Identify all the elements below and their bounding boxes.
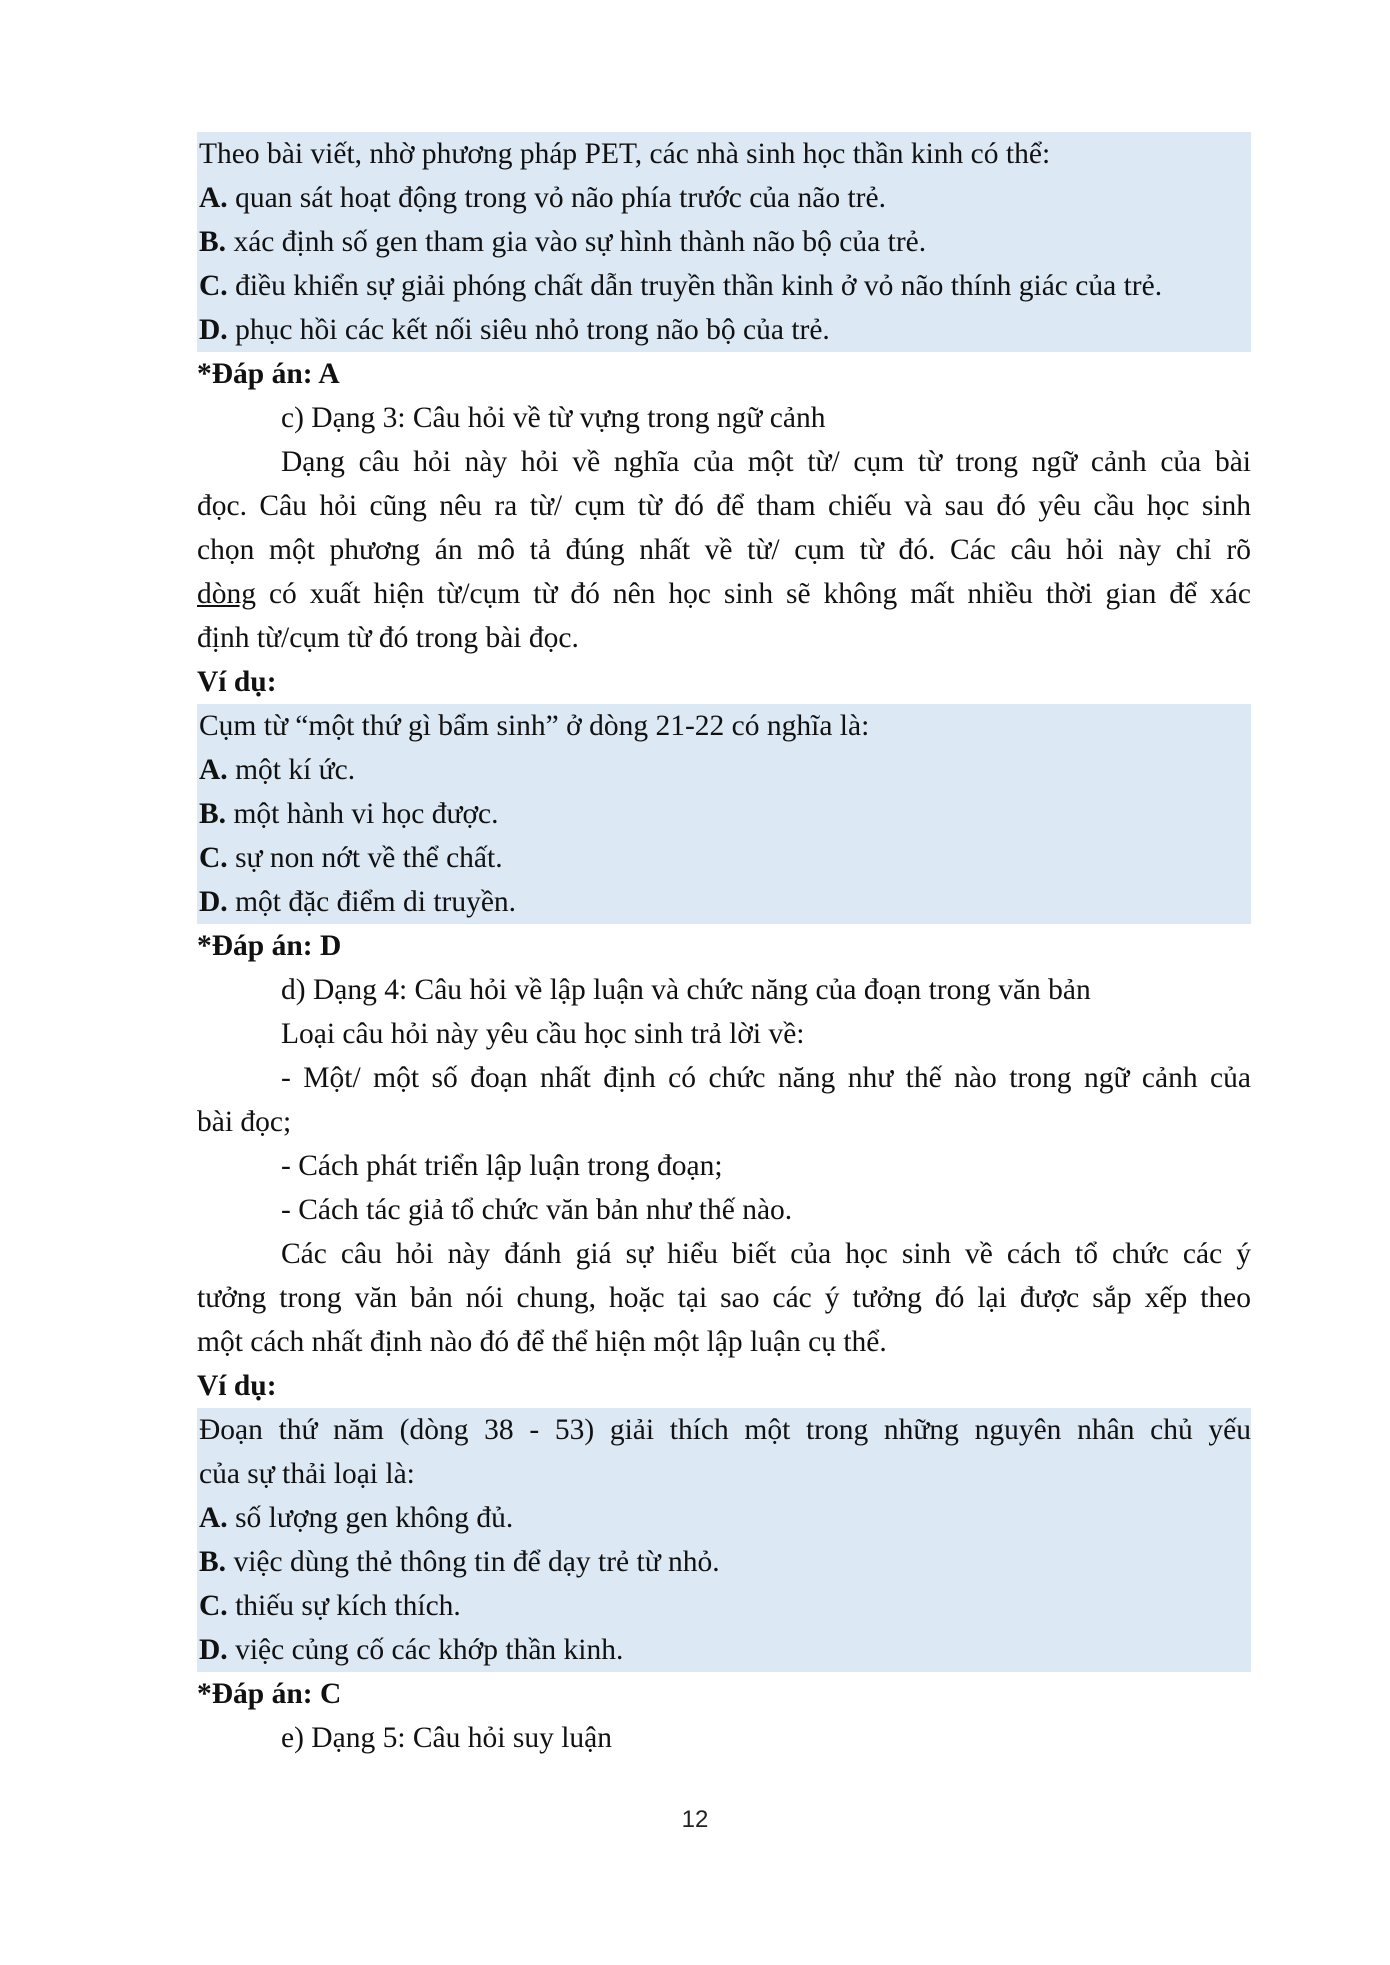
answer-key: *Đáp án: C [197, 1678, 342, 1710]
section-heading-c: c) Dạng 3: Câu hỏi về từ vựng trong ngữ cảnh [281, 402, 826, 434]
option-letter: D. [199, 314, 228, 346]
option-letter: C. [199, 842, 228, 874]
option-letter: A. [199, 182, 228, 214]
paragraph-line: chọn một phương án mô tả đúng nhất về từ/ cụm từ đó. Các câu hỏi này chỉ rõ [197, 534, 1251, 566]
option-text: sự non nớt về thể chất. [235, 842, 503, 874]
answer-key: *Đáp án: D [197, 930, 342, 962]
option-letter: B. [199, 226, 227, 258]
option-text: phục hồi các kết nối siêu nhỏ trong não bộ của trẻ. [235, 314, 830, 346]
question-stem: Theo bài viết, nhờ phương pháp PET, các nhà sinh học thần kinh có thể: [199, 138, 1051, 170]
question-stem: của sự thải loại là: [199, 1458, 415, 1490]
option-d [197, 1628, 1251, 1672]
example-label: Ví dụ: [197, 666, 277, 698]
option-letter: C. [199, 270, 228, 302]
option-letter: A. [199, 1502, 228, 1534]
bullet-line: - Một/ một số đoạn nhất định có chức năng như thế nào trong ngữ cảnh của [281, 1062, 1251, 1094]
option-text: việc dùng thẻ thông tin để dạy trẻ từ nhỏ. [233, 1546, 720, 1578]
option-letter: B. [199, 1546, 227, 1578]
option-text: việc củng cố các khớp thần kinh. [235, 1634, 624, 1666]
bullet-line: - Cách tác giả tổ chức văn bản như thế nào. [281, 1194, 793, 1226]
option-b [197, 792, 1251, 836]
paragraph-line: định từ/cụm từ đó trong bài đọc. [197, 622, 579, 654]
option-letter: D. [199, 886, 228, 918]
option-text: một hành vi học được. [233, 798, 499, 830]
option-a [197, 1496, 1251, 1540]
section-heading-d: d) Dạng 4: Câu hỏi về lập luận và chức năng của đoạn trong văn bản [281, 974, 1091, 1006]
option-text: một kí ức. [235, 754, 356, 786]
question-box-2 [197, 704, 1251, 924]
paragraph-line: Loại câu hỏi này yêu cầu học sinh trả lời về: [281, 1018, 805, 1050]
paragraph-line: Dạng câu hỏi này hỏi về nghĩa của một từ/ cụm từ trong ngữ cảnh của bài [281, 446, 1251, 478]
paragraph-line: tưởng trong văn bản nói chung, hoặc tại sao các ý tưởng đó lại được sắp xếp theo [197, 1282, 1251, 1314]
option-text: quan sát hoạt động trong vỏ não phía trước của não trẻ. [235, 182, 886, 214]
page-number: 12 [681, 1806, 709, 1833]
question-stem: Đoạn thứ năm (dòng 38 - 53) giải thích một trong những nguyên nhân chủ yếu [199, 1414, 1251, 1446]
question-stem: Cụm từ “một thứ gì bẩm sinh” ở dòng 21-22 có nghĩa là: [199, 710, 870, 742]
paragraph-line [197, 572, 1251, 616]
underlined-word: dòng [197, 578, 256, 610]
option-text: xác định số gen tham gia vào sự hình thành não bộ của trẻ. [233, 226, 927, 258]
option-letter: B. [199, 798, 227, 830]
bullet-line: - Cách phát triển lập luận trong đoạn; [281, 1150, 723, 1182]
option-c [197, 264, 1251, 308]
question-box-3 [197, 1408, 1251, 1672]
option-c [197, 1584, 1251, 1628]
paragraph-line: đọc. Câu hỏi cũng nêu ra từ/ cụm từ đó để tham chiếu và sau đó yêu cầu học sinh [197, 490, 1251, 522]
option-text: điều khiển sự giải phóng chất dẫn truyền thần kinh ở vỏ não thính giác của trẻ. [235, 270, 1163, 302]
option-letter: D. [199, 1634, 228, 1666]
example-label: Ví dụ: [197, 1370, 277, 1402]
option-b [197, 1540, 1251, 1584]
answer-key: *Đáp án: A [197, 358, 340, 390]
paragraph-line: một cách nhất định nào đó để thể hiện một lập luận cụ thể. [197, 1326, 887, 1358]
option-letter: C. [199, 1590, 228, 1622]
option-text: số lượng gen không đủ. [235, 1502, 514, 1534]
section-heading-e: e) Dạng 5: Câu hỏi suy luận [281, 1722, 612, 1754]
option-a [197, 176, 1251, 220]
paragraph-line: Các câu hỏi này đánh giá sự hiểu biết của học sinh về cách tổ chức các ý [281, 1238, 1251, 1270]
option-text: thiếu sự kích thích. [235, 1590, 461, 1622]
paragraph-text: có xuất hiện từ/cụm từ đó nên học sinh sẽ không mất nhiều thời gian để xác [256, 578, 1251, 610]
option-d [197, 880, 1251, 924]
option-c [197, 836, 1251, 880]
option-text: một đặc điểm di truyền. [235, 886, 517, 918]
bullet-line: bài đọc; [197, 1106, 292, 1138]
page-content [197, 132, 1251, 1760]
question-box-1 [197, 132, 1251, 352]
option-d [197, 308, 1251, 352]
option-letter: A. [199, 754, 228, 786]
option-a [197, 748, 1251, 792]
option-b [197, 220, 1251, 264]
